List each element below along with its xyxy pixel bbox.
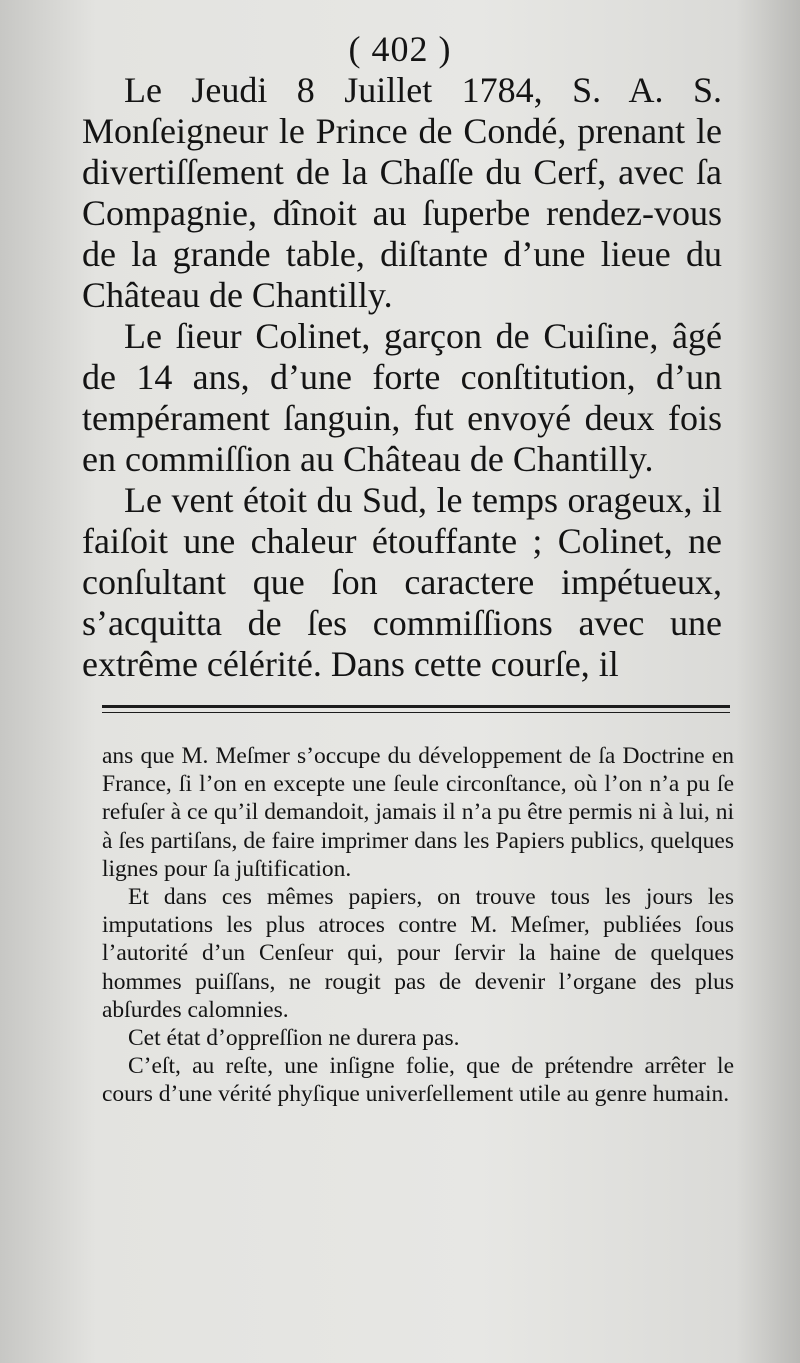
main-paragraph-3: Le vent étoit du Sud, le temps orageux, il faiſoit une chaleur étouffante ; Colinet, ne conſultant que ſon caractere impétueux, s’acquitta de ſes commiſſions avec une extrême célérité. Dans cette courſe, il [82, 480, 722, 684]
footnote-paragraph-1: ans que M. Meſmer s’occupe du développement de ſa Doctrine en France, ſi l’on en excepte une ſeule circonſtance, où l’on n’a pu ſe refuſer à ce qu’il demandoit, jamais il n’a pu être permis ni à lui, ni à ſes partiſans, de faire imprimer dans les Papiers publics, quelques lignes pour ſa juſtification. [102, 743, 734, 882]
main-paragraph-1: Le Jeudi 8 Juillet 1784, S. A. S. Monſeigneur le Prince de Condé, prenant le divertiſſement de la Chaſſe du Cerf, avec ſa Compagnie, dînoit au ſuperbe rendez-vous de la grande table, diſtante d’une lieue du Château de Chantilly. [82, 70, 722, 315]
main-text [82, 70, 722, 685]
footnote-rule [102, 705, 730, 713]
footnote [102, 742, 734, 1109]
main-paragraph-2: Le ſieur Colinet, garçon de Cuiſine, âgé de 14 ans, d’une forte conſtitution, d’un tempérament ſanguin, fut envoyé deux fois en commiſſion au Château de Chantilly. [82, 316, 722, 479]
footnote-paragraph-4: C’eſt, au reſte, une inſigne folie, que de prétendre arrêter le cours d’une vérité phyſique univerſellement utile au genre humain. [102, 1053, 734, 1108]
page-number: ( 402 ) [348, 29, 452, 69]
footnote-paragraph-3: Cet état d’oppreſſion ne durera pas. [128, 1025, 460, 1052]
footnote-paragraph-2: Et dans ces mêmes papiers, on trouve tous les jours les imputations les plus atroces contre M. Meſmer, publiées ſous l’autorité d’un Cenſeur qui, pour ſervir la haine de quelques hommes puiſſans, ne rougit pas de devenir l’organe des plus abſurdes calomnies. [102, 884, 734, 1023]
